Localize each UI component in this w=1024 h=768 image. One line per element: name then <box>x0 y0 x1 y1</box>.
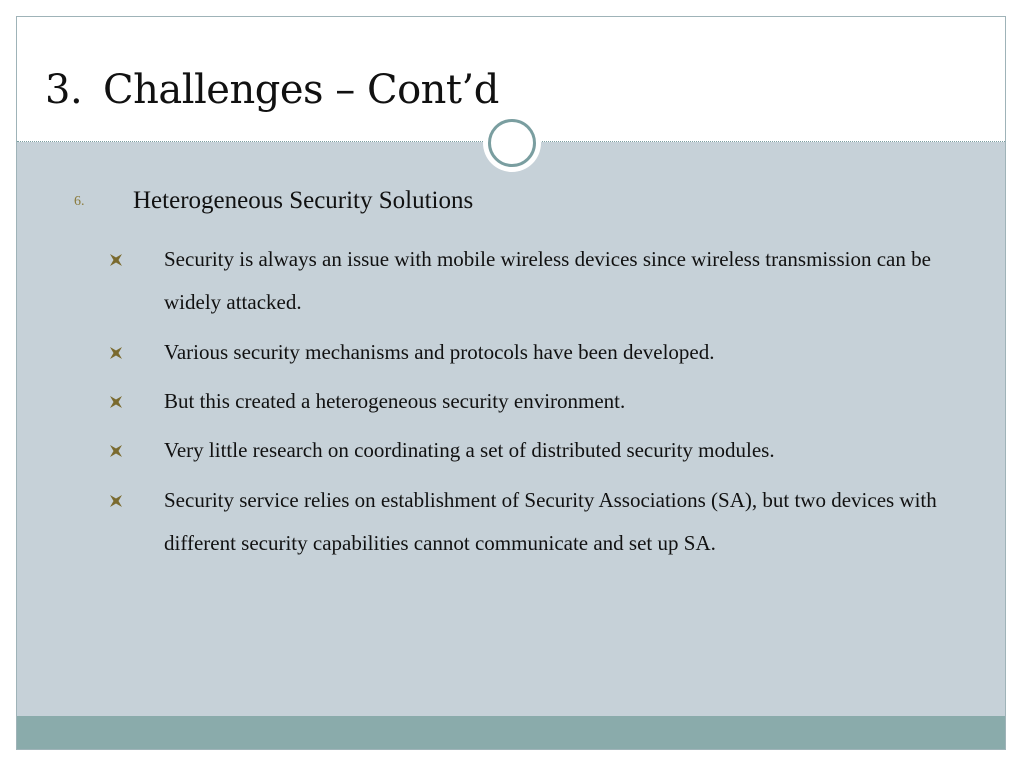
star-bullet-icon <box>109 494 123 508</box>
bullet-text: But this created a heterogeneous security environment. <box>164 389 626 413</box>
star-bullet-icon <box>109 395 123 409</box>
ring-inner <box>488 119 536 167</box>
footer-bar <box>17 716 1005 750</box>
ring-ornament-icon <box>483 114 541 172</box>
slide <box>16 16 1006 750</box>
section-heading-text: Heterogeneous Security Solutions <box>133 187 474 214</box>
title-text: Challenges – Cont’d <box>103 67 499 113</box>
bullet-text: Security is always an issue with mobile wireless devices since wireless transmission can be widely attacked. <box>164 247 931 314</box>
title-number: 3. <box>45 67 83 113</box>
section-number: 6. <box>74 194 85 209</box>
slide-title <box>45 67 499 113</box>
star-bullet-icon <box>109 253 123 267</box>
bullet-text: Very little research on coordinating a set of distributed security modules. <box>164 438 775 462</box>
bullet-text: Various security mechanisms and protocols have been developed. <box>164 340 715 364</box>
bullet-text: Security service relies on establishment of Security Associations (SA), but two devices with different security capabilities cannot communicate and set up SA. <box>164 488 937 555</box>
star-bullet-icon <box>109 346 123 360</box>
star-bullet-icon <box>109 444 123 458</box>
